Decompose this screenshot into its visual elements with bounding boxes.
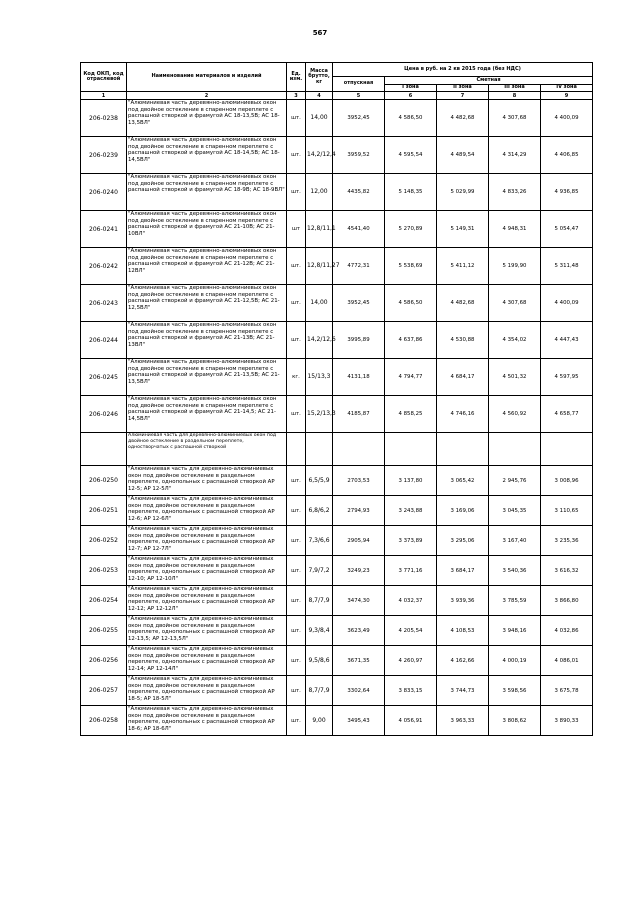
price-zone-2: 3 939,36	[437, 586, 489, 616]
item-unit: шт.	[287, 248, 306, 285]
price-zone-3: 3 540,36	[489, 556, 541, 586]
table-row	[81, 706, 593, 736]
price-zone-4: 4 400,09	[541, 100, 593, 137]
item-name: "Алюминиевая часть деревянно-алюминиевых окон под двойное остекление в спаренном переплете с распашной створкой и фрамугой АС 21-12,5В; АС 21-12,5ВЛ"	[127, 285, 287, 322]
table-row	[81, 396, 593, 433]
price-zone-3: 5 199,90	[489, 248, 541, 285]
item-name: "Алюминиевая часть для деревянно-алюминиевых окон под двойное остекление в раздельном переплете, однопольных с распашной створкой АР 18-6; АР 18-6Л"	[127, 706, 287, 736]
table-header	[81, 63, 593, 100]
price-zone-4: 3 110,65	[541, 496, 593, 526]
price-zone-2: 4 482,68	[437, 100, 489, 137]
price-zone-2: 3 295,06	[437, 526, 489, 556]
price-zone-4: 4 658,77	[541, 396, 593, 433]
price-zone-2: 5 149,31	[437, 211, 489, 248]
item-mass: 14,2/12,4	[306, 137, 333, 174]
item-code: 206-0243	[81, 285, 127, 322]
header-release-price: отпускная	[333, 77, 385, 92]
price-zone-2: 3 065,42	[437, 466, 489, 496]
price-zone-3: 3 785,59	[489, 586, 541, 616]
header-price-group: Цена в руб. на 2 кв 2015 года (без НДС)	[333, 63, 593, 77]
price-zone-2: 4 108,53	[437, 616, 489, 646]
price-zone-1: 5 538,69	[385, 248, 437, 285]
price-zone-1: 3 771,16	[385, 556, 437, 586]
release-price: 3671,35	[333, 646, 385, 676]
item-name: "Алюминиевая часть для деревянно-алюминиевых окон под двойное остекление в раздельном переплете, однопольных с распашной створкой АР 12-6; АР 12-6Л"	[127, 496, 287, 526]
item-name: "Алюминиевая часть для деревянно-алюминиевых окон под двойное остекление в раздельном переплете, однопольных с распашной створкой АР 12-13,5; АР 12-13,5Л"	[127, 616, 287, 646]
release-price: 3249,23	[333, 556, 385, 586]
column-number: 8	[489, 92, 541, 100]
price-zone-4: 3 890,33	[541, 706, 593, 736]
price-zone-2: 3 684,17	[437, 556, 489, 586]
item-code: 206-0244	[81, 322, 127, 359]
release-price: 3302,64	[333, 676, 385, 706]
price-zone-2: 4 489,54	[437, 137, 489, 174]
item-code: 206-0238	[81, 100, 127, 137]
price-zone-4: 3 235,36	[541, 526, 593, 556]
price-zone-2: 4 746,16	[437, 396, 489, 433]
price-zone-2: 4 482,68	[437, 285, 489, 322]
header-zone-2: II зона	[437, 85, 489, 92]
price-zone-4: 3 675,78	[541, 676, 593, 706]
price-zone-3: 4 501,32	[489, 359, 541, 396]
item-name: "Алюминиевая часть деревянно-алюминиевых окон под двойное остекление в спаренном переплете с распашной створкой и фрамугой АС 21-13,5В; АС 21-13,5ВЛ"	[127, 359, 287, 396]
item-name: "Алюминиевая часть для деревянно-алюминиевых окон под двойное остекление в раздельном переплете, однопольных с распашной створкой АР 12-10; АР 12-10Л"	[127, 556, 287, 586]
item-mass: 9,00	[306, 706, 333, 736]
item-unit: шт.	[287, 706, 306, 736]
table-row	[81, 359, 593, 396]
item-mass: 12,8/11,1	[306, 211, 333, 248]
item-mass: 14,2/12,6	[306, 322, 333, 359]
price-zone-1: 3 137,80	[385, 466, 437, 496]
header-mass: Масса брутто, кг	[306, 63, 333, 92]
price-zone-2: 3 744,73	[437, 676, 489, 706]
column-number: 3	[287, 92, 306, 100]
table-row	[81, 496, 593, 526]
header-unit: Ед. изм.	[287, 63, 306, 92]
item-unit: шт.	[287, 137, 306, 174]
price-zone-2: 3 169,06	[437, 496, 489, 526]
item-unit: шт.	[287, 396, 306, 433]
price-zone-3: 4 560,92	[489, 396, 541, 433]
item-code: 206-0246	[81, 396, 127, 433]
release-price: 4541,40	[333, 211, 385, 248]
table-row	[81, 211, 593, 248]
price-zone-3: 2 945,76	[489, 466, 541, 496]
price-zone-4: 3 616,32	[541, 556, 593, 586]
release-price: 3959,52	[333, 137, 385, 174]
item-mass: 7,9/7,2	[306, 556, 333, 586]
price-zone-3: 3 808,62	[489, 706, 541, 736]
price-zone-4: 5 311,48	[541, 248, 593, 285]
price-zone-3: 4 314,29	[489, 137, 541, 174]
column-numbers-row	[81, 92, 593, 100]
price-zone-1: 4 032,37	[385, 586, 437, 616]
item-unit: шт.	[287, 285, 306, 322]
item-mass: 9,5/8,6	[306, 646, 333, 676]
item-mass: 14,00	[306, 100, 333, 137]
item-unit: шт.	[287, 466, 306, 496]
item-code: 206-0256	[81, 646, 127, 676]
header-zone-3: III зона	[489, 85, 541, 92]
table-row	[81, 526, 593, 556]
item-unit: шт.	[287, 556, 306, 586]
price-zone-4: 3 866,80	[541, 586, 593, 616]
price-zone-2: 3 963,33	[437, 706, 489, 736]
table-row	[81, 586, 593, 616]
item-mass: 6,5/5,9	[306, 466, 333, 496]
item-name: "Алюминиевая часть для деревянно-алюминиевых окон под двойное остекление в раздельном переплете, однопольных с распашной створкой АР 12-14; АР 12-14Л"	[127, 646, 287, 676]
item-code: 206-0252	[81, 526, 127, 556]
table-row	[81, 285, 593, 322]
item-mass: 14,00	[306, 285, 333, 322]
price-zone-4: 4 400,09	[541, 285, 593, 322]
item-unit: шт.	[287, 586, 306, 616]
price-zone-1: 4 637,86	[385, 322, 437, 359]
item-mass: 12,8/11,27	[306, 248, 333, 285]
price-zone-4: 4 447,43	[541, 322, 593, 359]
column-number: 1	[81, 92, 127, 100]
release-price: 4772,31	[333, 248, 385, 285]
price-table	[80, 62, 593, 736]
table-row	[81, 556, 593, 586]
release-price: 4131,18	[333, 359, 385, 396]
price-zone-3: 4 000,19	[489, 646, 541, 676]
column-number: 9	[541, 92, 593, 100]
item-mass: 8,7/7,9	[306, 586, 333, 616]
table-body-spliced-frames	[81, 100, 593, 433]
item-code: 206-0241	[81, 211, 127, 248]
item-mass: 15,2/13,3	[306, 396, 333, 433]
item-unit: шт.	[287, 322, 306, 359]
column-number: 5	[333, 92, 385, 100]
column-number: 4	[306, 92, 333, 100]
item-code: 206-0253	[81, 556, 127, 586]
release-price: 3952,45	[333, 285, 385, 322]
item-code: 206-0240	[81, 174, 127, 211]
item-code: 206-0245	[81, 359, 127, 396]
item-name: "Алюминиевая часть для деревянно-алюминиевых окон под двойное остекление в раздельном переплете, однопольных с распашной створкой АР 12-5; АР 12-5Л"	[127, 466, 287, 496]
column-number: 2	[127, 92, 287, 100]
price-zone-3: 3 045,35	[489, 496, 541, 526]
item-code: 206-0255	[81, 616, 127, 646]
release-price: 2794,93	[333, 496, 385, 526]
section-note: Алюминиевая часть для деревянно-алюминиевых окон под двойное остекление в раздельном переплете, одностворчатых с распашной створкой	[127, 433, 287, 466]
price-zone-1: 3 373,89	[385, 526, 437, 556]
price-zone-1: 4 056,91	[385, 706, 437, 736]
item-mass: 7,3/6,6	[306, 526, 333, 556]
price-zone-2: 5 411,12	[437, 248, 489, 285]
release-price: 4185,87	[333, 396, 385, 433]
price-zone-1: 4 586,50	[385, 100, 437, 137]
item-unit: шт.	[287, 100, 306, 137]
item-name: "Алюминиевая часть деревянно-алюминиевых окон под двойное остекление в спаренном переплете с распашной створкой и фрамугой АС 18-13,5В; АС 18-13,5ВЛ"	[127, 100, 287, 137]
item-name: "Алюминиевая часть деревянно-алюминиевых окон под двойное остекление в спаренном переплете с распашной створкой и фрамугой АС 21-14,5; АС 21-14,5ВЛ"	[127, 396, 287, 433]
table-body-separate-frames	[81, 466, 593, 736]
price-zone-3: 3 167,40	[489, 526, 541, 556]
item-unit: шт	[287, 211, 306, 248]
item-mass: 15/13,3	[306, 359, 333, 396]
price-zone-1: 4 205,54	[385, 616, 437, 646]
item-name: "Алюминиевая часть для деревянно-алюминиевых окон под двойное остекление в раздельном переплете, однопольных с распашной створкой АР 12-7; АР 12-7Л"	[127, 526, 287, 556]
release-price: 3495,43	[333, 706, 385, 736]
column-number: 7	[437, 92, 489, 100]
price-zone-4: 4 597,95	[541, 359, 593, 396]
header-code: Код ОКП, код отраслевой	[81, 63, 127, 92]
item-unit: шт.	[287, 616, 306, 646]
price-zone-2: 4 162,66	[437, 646, 489, 676]
price-zone-1: 4 794,77	[385, 359, 437, 396]
price-zone-3: 4 833,26	[489, 174, 541, 211]
price-zone-4: 5 054,47	[541, 211, 593, 248]
price-zone-1: 4 260,97	[385, 646, 437, 676]
price-zone-4: 4 086,01	[541, 646, 593, 676]
price-zone-2: 4 684,17	[437, 359, 489, 396]
table-row	[81, 137, 593, 174]
item-code: 206-0250	[81, 466, 127, 496]
price-zone-4: 4 406,85	[541, 137, 593, 174]
item-mass: 9,3/8,4	[306, 616, 333, 646]
header-estimate-price: Сметная	[385, 77, 593, 85]
item-code: 206-0258	[81, 706, 127, 736]
item-name: "Алюминиевая часть деревянно-алюминиевых окон под двойное остекление в спаренном переплете с распашной створкой и фрамугой АС 18-14,5В; АС 18-14,5ВЛ"	[127, 137, 287, 174]
item-code: 206-0257	[81, 676, 127, 706]
item-unit: кг.	[287, 359, 306, 396]
release-price: 3995,89	[333, 322, 385, 359]
price-zone-1: 5 148,35	[385, 174, 437, 211]
price-zone-1: 3 833,15	[385, 676, 437, 706]
table-row	[81, 616, 593, 646]
item-unit: шт.	[287, 174, 306, 211]
page-number: 567	[312, 29, 328, 37]
item-mass: 6,8/6,2	[306, 496, 333, 526]
item-unit: шт.	[287, 646, 306, 676]
release-price: 2703,53	[333, 466, 385, 496]
release-price: 4435,82	[333, 174, 385, 211]
item-unit: шт.	[287, 526, 306, 556]
release-price: 3623,49	[333, 616, 385, 646]
column-number: 6	[385, 92, 437, 100]
item-name: "Алюминиевая часть деревянно-алюминиевых окон под двойное остекление в спаренном переплете с распашной створкой и фрамугой АС 21-10В; АС 21-10ВЛ"	[127, 211, 287, 248]
table-row	[81, 322, 593, 359]
item-name: "Алюминиевая часть деревянно-алюминиевых окон под двойное остекление в спаренном переплете с распашной створкой и фрамугой АС 21-12В; АС 21-12ВЛ"	[127, 248, 287, 285]
item-code: 206-0254	[81, 586, 127, 616]
table-row	[81, 174, 593, 211]
price-zone-3: 4 307,68	[489, 285, 541, 322]
item-unit: шт.	[287, 676, 306, 706]
header-zone-4: IV зона	[541, 85, 593, 92]
release-price: 3952,45	[333, 100, 385, 137]
price-zone-4: 4 936,85	[541, 174, 593, 211]
table-row	[81, 676, 593, 706]
price-zone-3: 3 948,16	[489, 616, 541, 646]
price-zone-1: 4 858,25	[385, 396, 437, 433]
header-name: Наименование материалов и изделий	[127, 63, 287, 92]
item-name: "Алюминиевая часть для деревянно-алюминиевых окон под двойное остекление в раздельном переплете, однопольных с распашной створкой АР 18-5; АР 18-5Л"	[127, 676, 287, 706]
item-mass: 12,00	[306, 174, 333, 211]
section-heading	[81, 433, 593, 466]
table-row	[81, 248, 593, 285]
item-unit: шт.	[287, 496, 306, 526]
price-zone-1: 3 243,88	[385, 496, 437, 526]
price-zone-2: 4 530,88	[437, 322, 489, 359]
price-zone-1: 4 595,54	[385, 137, 437, 174]
price-zone-1: 4 586,50	[385, 285, 437, 322]
price-zone-1: 5 270,89	[385, 211, 437, 248]
item-code: 206-0251	[81, 496, 127, 526]
table-row	[81, 646, 593, 676]
price-zone-2: 5 029,99	[437, 174, 489, 211]
item-name: "Алюминиевая часть деревянно-алюминиевых окон под двойное остекление в спаренном переплете с распашной створкой и фрамугой АС 18-9В; АС 18-9ВЛ"	[127, 174, 287, 211]
price-zone-3: 4 354,02	[489, 322, 541, 359]
item-mass: 8,7/7,9	[306, 676, 333, 706]
item-name: "Алюминиевая часть деревянно-алюминиевых окон под двойное остекление в спаренном переплете с распашной створкой и фрамугой АС 21-13В; АС 21-13ВЛ"	[127, 322, 287, 359]
release-price: 2905,94	[333, 526, 385, 556]
table-row	[81, 100, 593, 137]
release-price: 3474,30	[333, 586, 385, 616]
price-zone-4: 3 008,96	[541, 466, 593, 496]
price-zone-4: 4 032,86	[541, 616, 593, 646]
price-zone-3: 3 598,56	[489, 676, 541, 706]
item-name: "Алюминиевая часть для деревянно-алюминиевых окон под двойное остекление в раздельном переплете, однопольных с распашной створкой АР 12-12; АР 12-12Л"	[127, 586, 287, 616]
table-row	[81, 466, 593, 496]
price-zone-3: 4 948,31	[489, 211, 541, 248]
item-code: 206-0239	[81, 137, 127, 174]
price-zone-3: 4 307,68	[489, 100, 541, 137]
item-code: 206-0242	[81, 248, 127, 285]
header-zone-1: I зона	[385, 85, 437, 92]
